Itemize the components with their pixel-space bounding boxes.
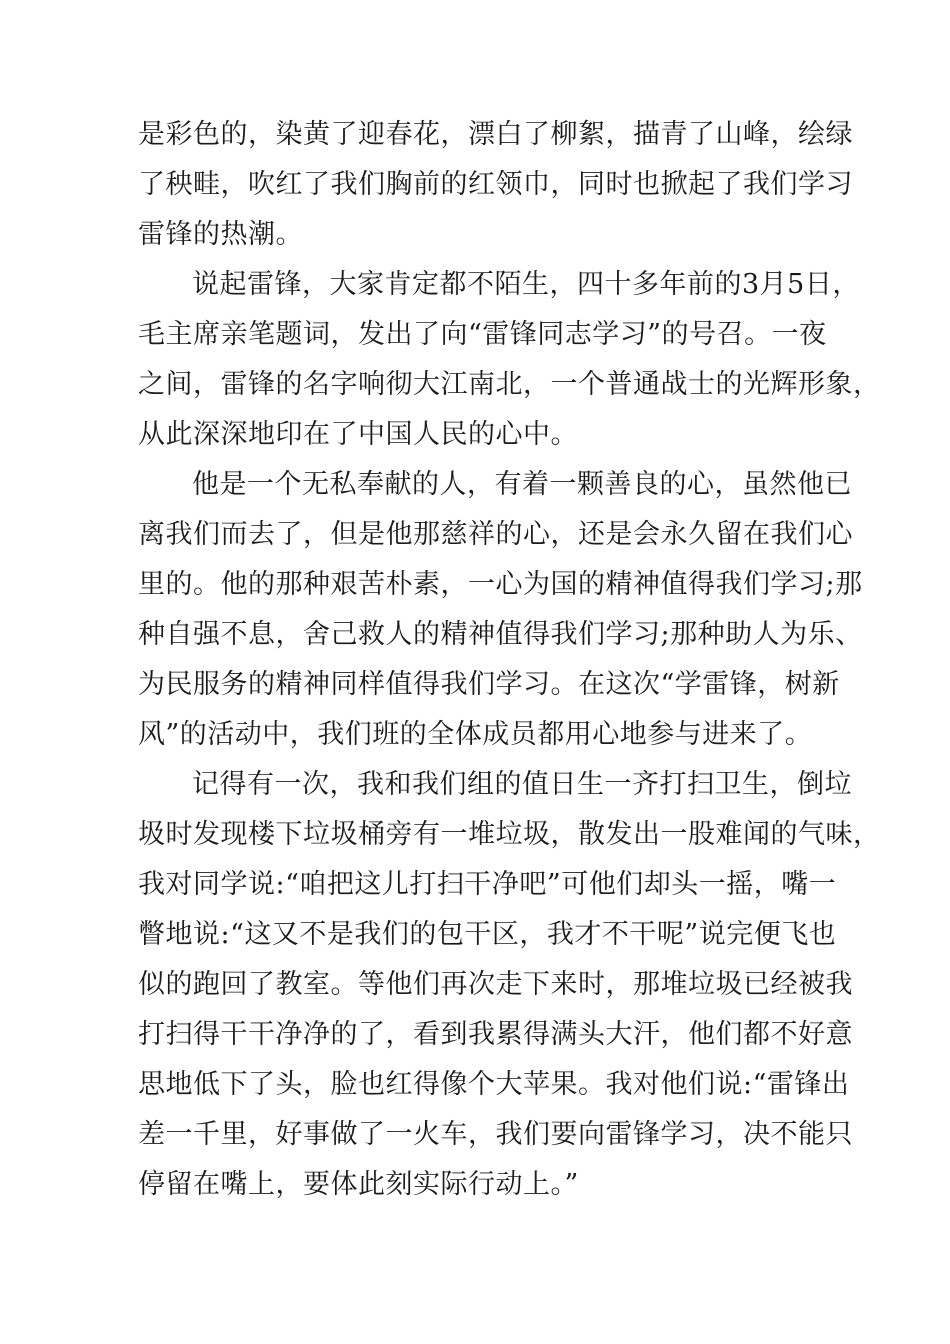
text-line: 我对同学说:“咱把这儿打扫干净吧”可他们却头一摇，嘴一: [138, 869, 837, 900]
text-line: 毛主席亲笔题词，发出了向“雷锋同志学习”的号召。一夜: [138, 319, 827, 350]
text-line: 为民服务的精神同样值得我们学习。在这次“学雷锋，树新: [138, 669, 840, 700]
text-line: 离我们而去了，但是他那慈祥的心，还是会永久留在我们心: [138, 519, 853, 550]
text-line: 里的。他的那种艰苦朴素，一心为国的精神值得我们学习;那: [138, 569, 863, 600]
text-line: 打扫得干干净净的了，看到我累得满头大汗，他们都不好意: [138, 1019, 853, 1050]
text-line: 思地低下了头，脸也红得像个大苹果。我对他们说:“雷锋出: [138, 1069, 850, 1100]
paragraph-2: [138, 260, 881, 460]
text-line: 似的跑回了教室。等他们再次走下来时，那堆垃圾已经被我: [138, 969, 853, 1000]
text-line: 差一千里，好事做了一火车，我们要向雷锋学习，决不能只: [138, 1119, 853, 1150]
text-line: 从此深深地印在了中国人民的心中。: [138, 419, 578, 450]
text-line: 之间，雷锋的名字响彻大江南北，一个普通战士的光辉形象，: [138, 369, 881, 400]
paragraph-1: [138, 110, 853, 260]
paragraph-4: [138, 760, 881, 1210]
text-line: 他是一个无私奉献的人，有着一颗善良的心，虽然他已: [192, 469, 852, 500]
document-body: [138, 110, 881, 1210]
paragraph-3: [138, 460, 863, 760]
text-line: 了秧畦，吹红了我们胸前的红领巾，同时也掀起了我们学习: [138, 169, 853, 200]
text-line: 说起雷锋，大家肯定都不陌生，四十多年前的3月5日，: [192, 269, 860, 300]
text-line: 种自强不息，舍己救人的精神值得我们学习;那种助人为乐、: [138, 619, 863, 650]
text-line: 瞥地说:“这又不是我们的包干区，我才不干呢”说完便飞也: [138, 919, 837, 950]
text-line: 是彩色的，染黄了迎春花，漂白了柳絮，描青了山峰，绘绿: [138, 119, 853, 150]
text-line: 雷锋的热潮。: [138, 219, 303, 250]
text-line: 记得有一次，我和我们组的值日生一齐打扫卫生，倒垃: [192, 769, 852, 800]
text-line: 风”的活动中，我们班的全体成员都用心地参与进来了。: [138, 719, 813, 750]
text-line: 停留在嘴上，要体此刻实际行动上。”: [138, 1169, 579, 1200]
text-line: 圾时发现楼下垃圾桶旁有一堆垃圾，散发出一股难闻的气味，: [138, 819, 881, 850]
